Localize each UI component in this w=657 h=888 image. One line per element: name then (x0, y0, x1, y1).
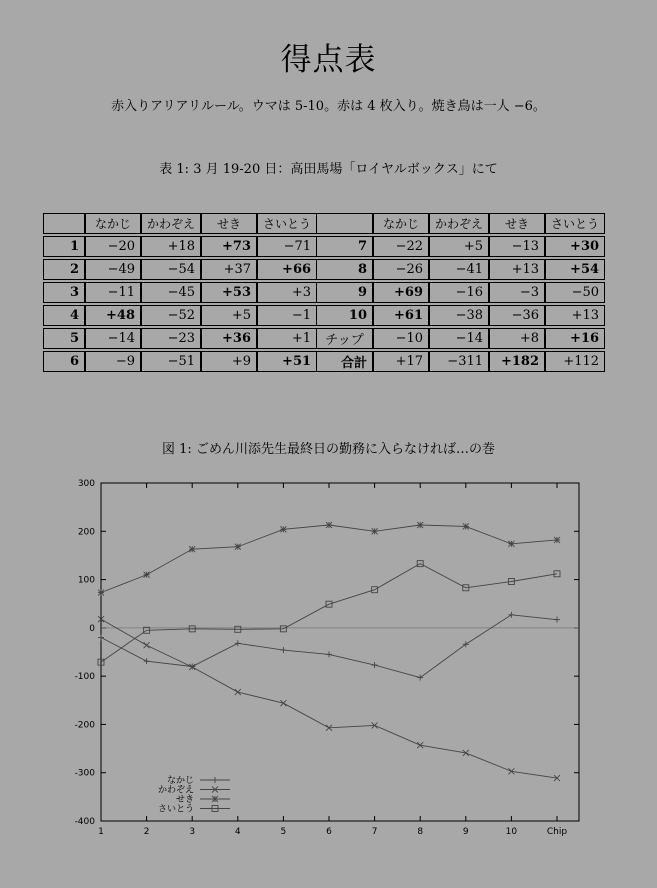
series-line (101, 564, 557, 663)
x-tick-label: Chip (546, 827, 568, 837)
score-cell: −26 (373, 259, 429, 280)
x-tick-label: 10 (505, 827, 518, 837)
score-cell: +37 (201, 259, 257, 280)
score-cell: +66 (257, 259, 317, 280)
score-cell: +112 (545, 351, 605, 372)
score-cell: +13 (489, 259, 545, 280)
round-label: 10 (316, 305, 373, 326)
x-tick-label: 9 (462, 827, 469, 837)
data-point (235, 544, 241, 550)
data-point (144, 642, 150, 648)
data-point (372, 528, 378, 534)
score-cell: +13 (545, 305, 605, 326)
table-caption: 表 1: 3 月 19-20 日：高田馬場「ロイヤルボックス」にて (159, 162, 498, 177)
score-cell: +51 (257, 351, 317, 372)
player-header: さいとう (257, 213, 317, 234)
header-blank-cell (43, 213, 85, 234)
score-cell: +1 (257, 328, 317, 349)
score-cell: −16 (429, 282, 489, 303)
score-cell: −54 (141, 259, 201, 280)
round-label: 3 (43, 282, 85, 303)
data-point (98, 635, 104, 641)
score-line-chart (0, 470, 657, 840)
score-cell: −49 (85, 259, 141, 280)
table-row (43, 328, 317, 349)
y-tick-label: -200 (74, 720, 95, 731)
score-cell: +36 (201, 328, 257, 349)
data-point (554, 537, 560, 543)
x-tick-label: 6 (326, 827, 332, 837)
score-table-right (316, 211, 605, 374)
round-label: 1 (43, 236, 85, 257)
score-cell: −22 (373, 236, 429, 257)
data-point (372, 662, 378, 668)
y-tick-label: -400 (74, 817, 95, 827)
round-label: 8 (316, 259, 373, 280)
table-row (43, 259, 317, 280)
score-cell: −3 (489, 282, 545, 303)
score-cell: +3 (257, 282, 317, 303)
score-cell: −51 (141, 351, 201, 372)
table-row (316, 351, 605, 372)
x-tick-label: 3 (189, 827, 196, 837)
score-cell: −41 (429, 259, 489, 280)
y-tick-label: -100 (74, 672, 95, 683)
score-cell: +16 (545, 328, 605, 349)
data-point (280, 526, 286, 532)
score-cell: +9 (201, 351, 257, 372)
round-label: 6 (43, 351, 85, 372)
page-title: 得点表 (280, 42, 377, 78)
score-cell: +69 (373, 282, 429, 303)
data-point (463, 641, 469, 647)
data-point (280, 700, 286, 706)
score-cell: +48 (85, 305, 141, 326)
score-cell: −311 (429, 351, 489, 372)
series-line (101, 619, 557, 778)
rules-subtitle: 赤入りアリアリルール。ウマは 5-10。赤は 4 枚入り。焼き鳥は一人 −6。 (111, 99, 546, 114)
y-tick-label: 300 (77, 479, 95, 489)
score-cell: −20 (85, 236, 141, 257)
legend-label: せき (175, 795, 194, 805)
player-header: さいとう (545, 213, 605, 234)
table-row (43, 282, 317, 303)
table-row (316, 259, 605, 280)
data-point (417, 675, 423, 681)
table-row (316, 328, 605, 349)
score-cell: +18 (141, 236, 201, 257)
data-point (508, 541, 514, 547)
round-label: 9 (316, 282, 373, 303)
player-header: かわぞえ (429, 213, 489, 234)
score-cell: −10 (373, 328, 429, 349)
round-label: 7 (316, 236, 373, 257)
data-point (189, 546, 195, 552)
data-point (326, 651, 332, 657)
table-header-row (316, 213, 605, 234)
score-cell: −23 (141, 328, 201, 349)
score-cell: −52 (141, 305, 201, 326)
score-cell: −50 (545, 282, 605, 303)
score-cell: +73 (201, 236, 257, 257)
series-line (101, 525, 557, 593)
score-cell: −14 (429, 328, 489, 349)
header-blank-cell (316, 213, 373, 234)
score-cell: −71 (257, 236, 317, 257)
data-point (144, 658, 150, 664)
legend-marker (212, 796, 218, 802)
player-header: せき (201, 213, 257, 234)
table-row (43, 305, 317, 326)
data-point (235, 640, 241, 646)
x-tick-label: 2 (143, 827, 150, 837)
y-tick-label: 100 (77, 575, 95, 586)
data-point (463, 523, 469, 529)
player-header: かわぞえ (141, 213, 201, 234)
legend-label: なかじ (166, 776, 194, 786)
player-header: なかじ (373, 213, 429, 234)
score-cell: +53 (201, 282, 257, 303)
round-label: 4 (43, 305, 85, 326)
score-cell: −45 (141, 282, 201, 303)
legend-marker (212, 777, 218, 783)
score-cell: −38 (429, 305, 489, 326)
score-cell: −9 (85, 351, 141, 372)
score-cell: +5 (429, 236, 489, 257)
data-point (280, 647, 286, 653)
player-header: せき (489, 213, 545, 234)
table-row (316, 236, 605, 257)
score-cell: −1 (257, 305, 317, 326)
data-point (326, 522, 332, 528)
score-cell: −13 (489, 236, 545, 257)
data-point (144, 572, 150, 578)
score-cell: +8 (489, 328, 545, 349)
score-table-left (43, 211, 317, 374)
table-row (43, 236, 317, 257)
table-row (316, 305, 605, 326)
score-cell: +182 (489, 351, 545, 372)
score-cell: −36 (489, 305, 545, 326)
score-cell: +30 (545, 236, 605, 257)
plot-frame (101, 483, 579, 821)
y-tick-label: -300 (74, 768, 95, 779)
x-tick-label: 7 (371, 827, 378, 837)
round-label: 2 (43, 259, 85, 280)
round-label: 5 (43, 328, 85, 349)
figure-caption: 図 1: ごめん川添先生最終日の勤務に入らなければ…の巻 (162, 442, 495, 457)
data-point (508, 612, 514, 618)
score-cell: +5 (201, 305, 257, 326)
score-cell: +54 (545, 259, 605, 280)
legend-label: かわぞえ (157, 785, 194, 796)
y-tick-label: 0 (89, 623, 95, 634)
x-tick-label: 8 (417, 827, 424, 837)
series-line (101, 615, 557, 678)
table-header-row (43, 213, 317, 234)
legend-label: さいとう (157, 804, 194, 815)
table-row (316, 282, 605, 303)
round-label: チップ (316, 328, 373, 349)
x-tick-label: 1 (98, 827, 104, 837)
score-cell: −14 (85, 328, 141, 349)
data-point (417, 522, 423, 528)
y-tick-label: 200 (77, 527, 95, 538)
score-cell: +17 (373, 351, 429, 372)
score-cell: +61 (373, 305, 429, 326)
score-cell: −11 (85, 282, 141, 303)
round-label: 合計 (316, 351, 373, 372)
data-point (554, 617, 560, 623)
player-header: なかじ (85, 213, 141, 234)
table-row (43, 351, 317, 372)
data-point (98, 590, 104, 596)
x-tick-label: 4 (234, 827, 241, 837)
data-point (235, 689, 241, 695)
x-tick-label: 5 (280, 827, 287, 837)
